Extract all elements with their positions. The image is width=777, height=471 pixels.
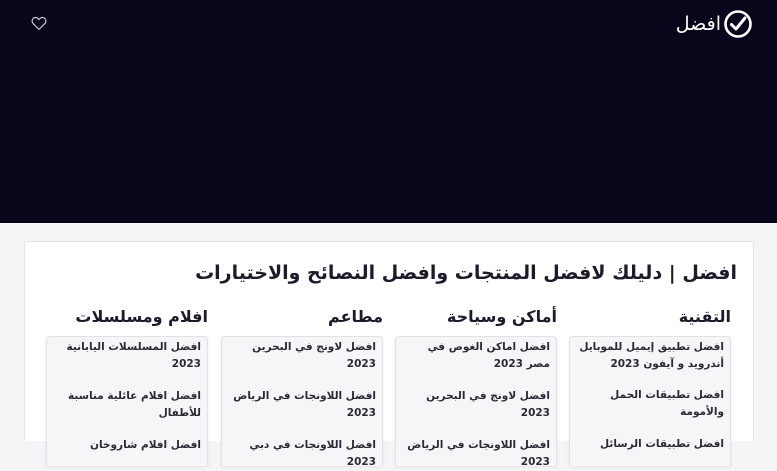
site-logo[interactable] (676, 8, 753, 40)
article-link[interactable]: افضل المسلسلات اليابانية 2023 (66, 341, 201, 370)
category-technology (569, 302, 731, 466)
category-movies-series (46, 302, 208, 466)
article-link[interactable]: افضل تطبيقات الحمل والأمومة (610, 389, 724, 418)
category-title[interactable]: افلام ومسلسلات (75, 307, 208, 326)
article-link[interactable]: افضل تطبيق إيميل للموبايل أندرويد و آيفون 2023 (579, 341, 724, 370)
article-link[interactable]: افضل لاونج في البحرين 2023 (426, 390, 550, 419)
category-card (395, 336, 557, 466)
category-places-tourism (395, 302, 557, 466)
article-link[interactable]: افضل افلام شاروخان (90, 439, 201, 451)
category-card (569, 336, 731, 466)
check-circle-icon (723, 9, 753, 39)
category-title[interactable]: أماكن وسياحة (446, 307, 557, 326)
category-restaurants (221, 302, 383, 466)
main-content (24, 241, 754, 468)
article-link[interactable]: افضل اللاونجات في الرياض 2023 (407, 439, 550, 468)
heart-icon[interactable] (30, 14, 48, 32)
article-link[interactable]: افضل لاونج في البحرين 2023 (252, 341, 376, 370)
category-card (46, 336, 208, 466)
article-link[interactable]: افضل اماكن الغوص في مصر 2023 (427, 341, 550, 370)
article-link[interactable]: افضل اللاونجات في دبي 2023 (249, 439, 376, 468)
category-title[interactable]: التقنية (678, 307, 731, 326)
logo-text: افضل (675, 13, 721, 35)
site-header (0, 0, 777, 223)
article-link[interactable]: افضل افلام عائلية مناسبة للأطفال (67, 390, 201, 419)
category-title[interactable]: مطاعم (328, 307, 383, 326)
article-link[interactable]: افضل اللاونجات في الرياض 2023 (233, 390, 376, 419)
article-link[interactable]: افضل تطبيقات الرسائل (600, 438, 724, 450)
category-card (221, 336, 383, 466)
page-title: افضل | دليلك لافضل المنتجات وافضل النصائح والاختيارات (195, 262, 737, 284)
